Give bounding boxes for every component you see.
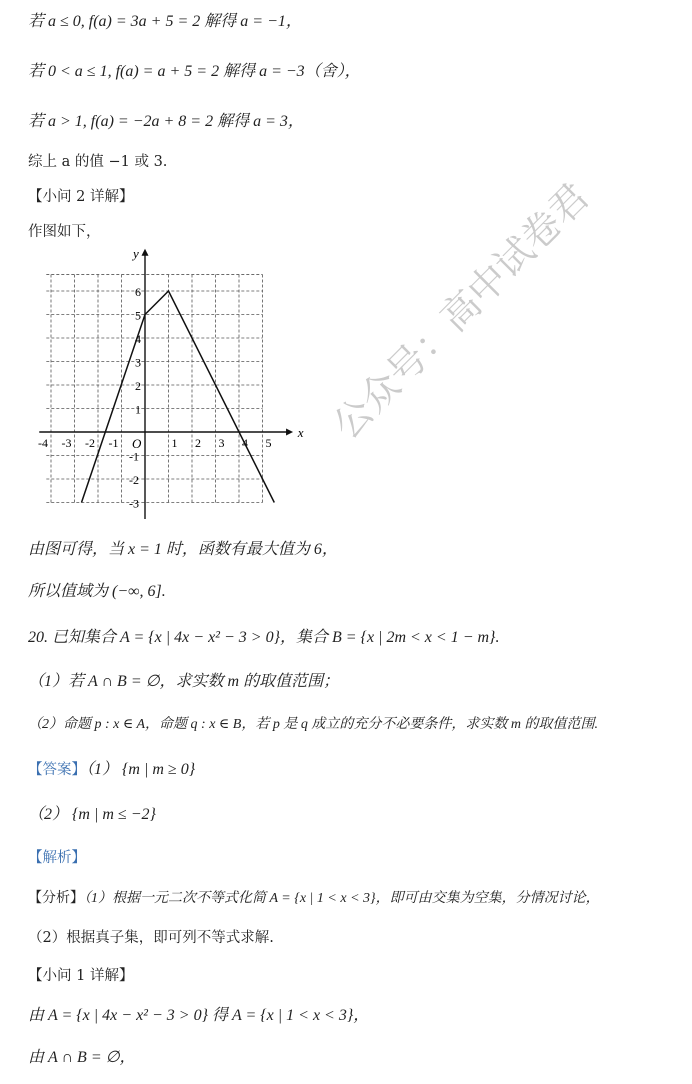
conclusion-line: 综上 a 的值 −1 或 3. [28,154,168,170]
origin-label: O [132,436,142,451]
y-axis-arrow [142,249,149,256]
analysis-sub-tag: 【分析】 [28,890,84,906]
subquestion-2-heading: 【小问 2 详解】 [28,189,134,205]
solution-line-1: 由 A = {x | 4x − x² − 3 > 0} 得 A = {x | 1 < x < 3}， [28,1007,370,1024]
graph-intro-line: 作图如下， [28,224,101,240]
y-tick-label: 5 [135,308,141,323]
case-2-line: 若 0 < a ≤ 1, f(a) = a + 5 = 2 解得 a = −3（舍）， [28,63,361,80]
function-graph [0,246,304,528]
answer-line [28,760,195,780]
problem-20-statement: 20. 已知集合 A = {x | 4x − x² − 3 > 0}，集合 B = {x | 2m < x < 1 − m}. [28,629,500,646]
y-tick-label: 3 [135,355,141,370]
y-tick-label: 1 [135,402,141,417]
y-tick-label: 4 [135,332,141,346]
x-tick-label: 1 [171,436,178,450]
analysis-line [28,888,600,909]
subquestion-1-heading: 【小问 1 详解】 [28,968,134,984]
solution-line-2: 由 A ∩ B = ∅， [28,1049,136,1066]
x-tick-label: -4 [38,436,48,450]
y-tick-label: 2 [135,379,141,393]
x-tick-label: 2 [195,436,201,450]
y-tick-label: -2 [129,473,139,487]
answer-2: （2） {m | m ≤ −2} [28,806,156,823]
graph-tick-labels [38,285,272,511]
x-tick-label: -1 [108,436,119,450]
range-line: 所以值域为 (−∞, 6]. [28,583,166,600]
analysis-tag: 【解析】 [28,850,86,866]
problem-20-part-2: （2）命题 p : x ∈ A，命题 q : x ∈ B，若 p 是 q 成立的充分不必要条件，求实数 m 的取值范围. [28,717,598,732]
y-tick-label: -1 [129,449,139,464]
case-1-line: 若 a ≤ 0, f(a) = 3a + 5 = 2 解得 a = −1， [28,13,302,30]
function-polyline [82,291,275,503]
y-axis-label: y [133,246,139,262]
x-tick-label: 3 [218,436,225,450]
graph-axes [39,246,304,519]
max-value-line: 由图可得，当 x = 1 时，函数有最大值为 6， [28,541,338,558]
problem-20-part-1: （1）若 A ∩ B = ∅，求实数 m 的取值范围； [28,673,340,690]
x-tick-label: -3 [61,436,72,450]
case-3-line: 若 a > 1, f(a) = −2a + 8 = 2 解得 a = 3， [28,113,304,130]
analysis-text: （1）根据一元二次不等式化简 A = {x | 1 < x < 3}，即可由交集为空集，分情况讨论， [84,891,600,906]
y-tick-label: -3 [129,496,139,511]
y-tick-label: 6 [135,285,141,299]
analysis-line-2: （2）根据真子集，即可列不等式求解. [28,930,274,946]
graph-grid [46,275,262,503]
x-tick-label: 4 [242,436,248,450]
watermark: 公众号：高中试卷君 [324,174,598,448]
answer-tag: 【答案】 [28,762,86,778]
x-tick-label: -2 [85,436,95,450]
graph-series [82,291,275,503]
answer-1: （1） {m | m ≥ 0} [86,761,196,778]
x-axis-arrow [286,429,293,436]
x-axis-label: x [297,425,304,440]
x-tick-label: 5 [265,436,272,450]
